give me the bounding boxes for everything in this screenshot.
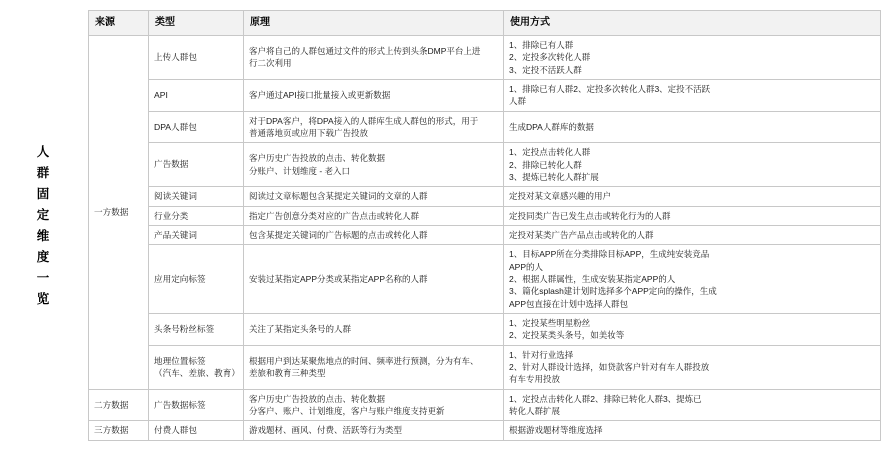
cell-type xyxy=(149,143,244,187)
cell-usage xyxy=(504,187,881,206)
table-row xyxy=(89,143,881,187)
cell-line: 定投对某类广告产品点击或转化的人群 xyxy=(509,230,654,241)
cell-type xyxy=(149,79,244,111)
cell-usage xyxy=(504,36,881,80)
vertical-title-char: 群 xyxy=(36,165,50,180)
cell-line: 安装过某指定APP分类或某指定APP名称的人群 xyxy=(249,274,428,285)
cell-line: 3、篇化splash建计划时选择多个APP定向的操作，生成 xyxy=(509,286,717,297)
table-row xyxy=(89,206,881,225)
cell-usage xyxy=(504,79,881,111)
cell-line: 客户历史广告投放的点击、转化数据 xyxy=(249,393,386,404)
cell-line: 人群 xyxy=(509,96,527,107)
cell-line: 3、定投不活跃人群 xyxy=(509,64,582,75)
cell-principle xyxy=(244,421,504,440)
table-head xyxy=(89,11,881,36)
vertical-page-title xyxy=(6,0,80,451)
vertical-title-char: 览 xyxy=(36,291,50,306)
cell-principle xyxy=(244,187,504,206)
cell-line: 2、针对人群设计选择，如贷款客户针对有车人群投放 xyxy=(509,361,710,372)
cell-line: 游戏题材、画风、付费、活跃等行为类型 xyxy=(249,425,403,436)
cell-line: 地理位置标签 xyxy=(154,355,206,366)
cell-line: 根据游戏题材等维度选择 xyxy=(509,425,603,436)
cell-type xyxy=(149,345,244,389)
cell-principle xyxy=(244,206,504,225)
table-row xyxy=(89,111,881,143)
cell-principle xyxy=(244,143,504,187)
table-row xyxy=(89,36,881,80)
cell-principle xyxy=(244,36,504,80)
cell-line: 包含某提定关键词的广告标题的点击或转化人群 xyxy=(249,230,428,241)
column-header-principle: 原理 xyxy=(244,11,504,36)
cell-line: 阅读关键词 xyxy=(154,191,197,202)
cell-line: 3、提炼已转化人群扩展 xyxy=(509,171,599,182)
column-header-usage: 使用方式 xyxy=(504,11,881,36)
cell-line: 1、目标APP所在分类排除目标APP，生成纯安装竞品 xyxy=(509,249,710,260)
cell-line: 差旅和教育三种类型 xyxy=(249,368,326,379)
cell-type xyxy=(149,111,244,143)
cell-type xyxy=(149,206,244,225)
cell-line: 分客户、账户、计划维度，客户与账户维度支持更新 xyxy=(249,405,445,416)
cell-line: 2、定投多次转化人群 xyxy=(509,52,591,63)
cell-line: 行二次利用 xyxy=(249,58,292,69)
cell-line: （汽车、差旅、教育） xyxy=(154,368,240,379)
cell-principle xyxy=(244,226,504,245)
cell-line: DPA人群包 xyxy=(154,121,197,132)
cell-line: 有车专用投放 xyxy=(509,374,561,385)
cell-line: 定投同类广告已发生点击或转化行为的人群 xyxy=(509,210,671,221)
table-row xyxy=(89,187,881,206)
cell-type xyxy=(149,421,244,440)
cell-principle xyxy=(244,345,504,389)
cell-line: 应用定向标签 xyxy=(154,274,206,285)
cell-line: 2、定投某类头条号，如美妆等 xyxy=(509,330,625,341)
table-row xyxy=(89,79,881,111)
cell-principle xyxy=(244,245,504,314)
cell-usage xyxy=(504,206,881,225)
vertical-title-char: 定 xyxy=(36,207,50,222)
cell-line: 1、定投某些明星粉丝 xyxy=(509,318,591,329)
cell-line: API xyxy=(154,90,168,101)
cell-type xyxy=(149,314,244,346)
column-header-source: 来源 xyxy=(89,11,149,36)
cell-usage xyxy=(504,111,881,143)
table-row xyxy=(89,314,881,346)
cell-type xyxy=(149,226,244,245)
table-row xyxy=(89,226,881,245)
cell-line: APP包直接在计划中选择人群包 xyxy=(509,298,629,309)
cell-usage xyxy=(504,143,881,187)
cell-line: 生成DPA人群库的数据 xyxy=(509,121,594,132)
cell-line: 行业分类 xyxy=(154,210,189,221)
vertical-title-char: 人 xyxy=(36,144,50,159)
cell-line: 1、定投点击转化人群 xyxy=(509,147,591,158)
cell-line: 广告数据 xyxy=(154,159,189,170)
cell-line: 客户将自己的人群包通过文件的形式上传到头条DMP平台上进 xyxy=(249,46,481,57)
cell-line: 关注了某指定头条号的人群 xyxy=(249,324,352,335)
cell-line: 1、定投点击转化人群2、排除已转化人群3、提炼已 xyxy=(509,393,702,404)
table-row xyxy=(89,245,881,314)
cell-line: 转化人群扩展 xyxy=(509,405,561,416)
cell-line: 付费人群包 xyxy=(154,425,197,436)
cell-principle xyxy=(244,79,504,111)
vertical-title-char: 度 xyxy=(36,249,50,264)
cell-source: 三方数据 xyxy=(89,421,149,440)
vertical-title-char: 维 xyxy=(36,228,50,243)
cell-usage xyxy=(504,314,881,346)
cell-line: 指定广告创意分类对应的广告点击或转化人群 xyxy=(249,210,420,221)
cell-line: 分账户、计划维度 - 老入口 xyxy=(249,165,351,176)
cell-type xyxy=(149,36,244,80)
cell-line: 根据用户到达某聚焦地点的时间、频率进行预测，分为有车、 xyxy=(249,355,479,366)
cell-line: 客户历史广告投放的点击、转化数据 xyxy=(249,153,386,164)
cell-line: 阅读过文章标题包含某提定关键词的文章的人群 xyxy=(249,191,428,202)
vertical-title-char: 一 xyxy=(36,270,50,285)
audience-dimension-table xyxy=(88,10,881,441)
cell-usage xyxy=(504,226,881,245)
table-row xyxy=(89,389,881,421)
cell-line: 2、排除已转化人群 xyxy=(509,159,582,170)
cell-usage xyxy=(504,421,881,440)
column-header-type: 类型 xyxy=(149,11,244,36)
cell-line: 头条号粉丝标签 xyxy=(154,324,215,335)
cell-line: 定投对某文章感兴趣的用户 xyxy=(509,191,612,202)
cell-type xyxy=(149,389,244,421)
cell-line: 对于DPA客户，将DPA接入的人群库生成人群包的形式，用于 xyxy=(249,115,479,126)
cell-line: 2、根据人群属性，生成安装某指定APP的人 xyxy=(509,274,676,285)
cell-line: 1、排除已有人群2、定投多次转化人群3、定投不活跃 xyxy=(509,83,711,94)
cell-principle xyxy=(244,389,504,421)
cell-line: 普通落地页或应用下载广告投放 xyxy=(249,127,369,138)
cell-usage xyxy=(504,389,881,421)
cell-type xyxy=(149,245,244,314)
vertical-title-char: 固 xyxy=(36,186,50,201)
cell-line: 客户通过API接口批量接入或更新数据 xyxy=(249,90,391,101)
cell-principle xyxy=(244,314,504,346)
table-row xyxy=(89,345,881,389)
cell-line: APP的人 xyxy=(509,261,544,272)
cell-usage xyxy=(504,245,881,314)
cell-line: 产品关键词 xyxy=(154,230,197,241)
vertical-title-chars xyxy=(37,142,50,310)
cell-source: 一方数据 xyxy=(89,36,149,390)
table-body xyxy=(89,36,881,441)
cell-line: 1、排除已有人群 xyxy=(509,40,574,50)
cell-source: 二方数据 xyxy=(89,389,149,421)
cell-principle xyxy=(244,111,504,143)
cell-line: 广告数据标签 xyxy=(154,399,206,410)
table-row xyxy=(89,421,881,440)
cell-line: 1、针对行业选择 xyxy=(509,349,574,360)
cell-line: 上传人群包 xyxy=(154,52,197,63)
table-header-row xyxy=(89,11,881,36)
cell-usage xyxy=(504,345,881,389)
cell-type xyxy=(149,187,244,206)
